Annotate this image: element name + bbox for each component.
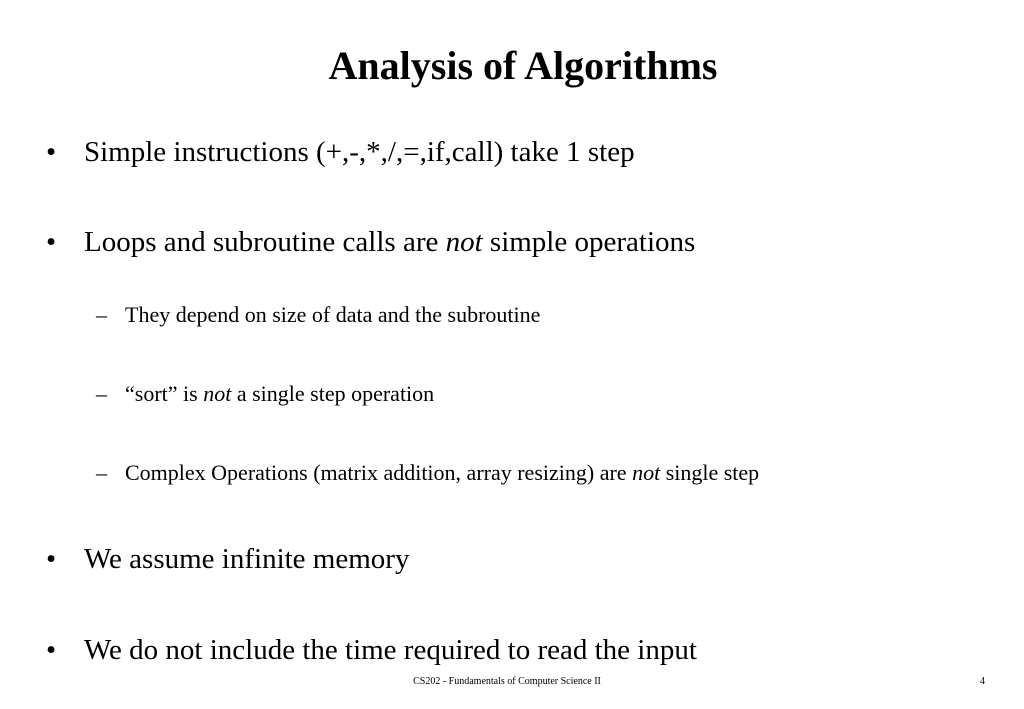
bullet-marker: • (46, 226, 57, 258)
bullet-text: We do not include the time required to read the input (84, 634, 697, 666)
bullet-text-pre: Loops and subroutine calls are (84, 226, 446, 258)
subbullet-text-pre: Complex Operations (matrix addition, array resizing) are (125, 460, 633, 485)
emphasis-not: not (445, 226, 483, 258)
page-number: 4 (980, 676, 985, 687)
slide-footer: CS202 - Fundamentals of Computer Science II (413, 676, 601, 687)
subbullet-marker: – (96, 460, 107, 485)
subbullet-text-post: a single step operation (231, 381, 435, 406)
subbullet-text: They depend on size of data and the subroutine (125, 302, 541, 327)
bullet-text-post: simple operations (482, 226, 696, 258)
bullet-text: We assume infinite memory (84, 543, 410, 575)
subbullet-marker: – (96, 302, 107, 327)
emphasis-not: not (203, 381, 232, 406)
subbullet-marker: – (96, 381, 107, 406)
subbullet-text (125, 380, 434, 408)
bullet-marker: • (46, 136, 57, 168)
bullet-marker: • (46, 543, 57, 575)
bullet-text (84, 224, 695, 260)
subbullet-text-post: single step (660, 460, 760, 485)
bullet-marker: • (46, 634, 57, 666)
subbullet-text (125, 459, 759, 487)
slide-title: Analysis of Algorithms (328, 43, 718, 88)
emphasis-not: not (632, 460, 661, 485)
subbullet-text-pre: “sort” is (125, 381, 204, 406)
bullet-text: Simple instructions (+,-,*,/,=,if,call) take 1 step (84, 136, 635, 168)
